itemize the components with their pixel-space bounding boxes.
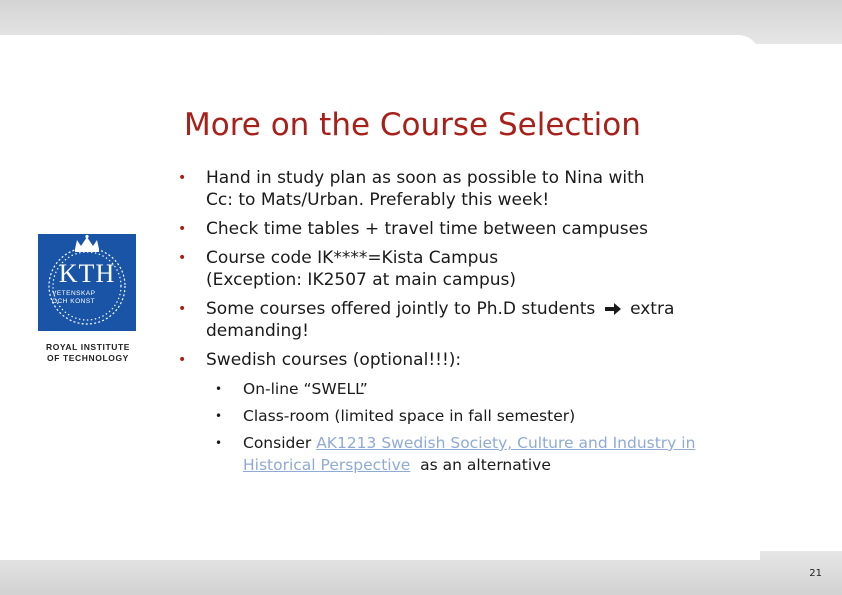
bullet-text-line (206, 298, 790, 320)
bullet-icon: • (215, 436, 223, 450)
bullet-text-line: Hand in study plan as soon as possible to Nina with (206, 168, 645, 188)
bullet-item (170, 167, 790, 211)
bullet-text-line: Swedish courses (optional!!!): (206, 350, 462, 370)
bullet-text-segment: extra (630, 299, 675, 319)
logo-subtext-line1: VETENSKAP (52, 290, 96, 297)
bullet-icon: • (178, 301, 187, 317)
page-number: 21 (809, 568, 822, 579)
logo-caption-line2: OF TECHNOLOGY (47, 353, 129, 363)
right-arrow-icon (603, 302, 623, 316)
logo-subtext-line2: OCH KONST (52, 298, 96, 305)
bullet-icon: • (178, 221, 187, 237)
bullet-text-segment: Some courses offered jointly to Ph.D students (206, 299, 596, 319)
sub-bullet-text (243, 432, 790, 454)
sub-bullet-item (206, 432, 790, 476)
sub-bullet-text-segment: as an alternative (410, 456, 551, 474)
course-link[interactable]: Historical Perspective (243, 456, 411, 474)
logo-caption-line1: ROYAL INSTITUTE (45, 342, 131, 352)
bullet-icon: • (178, 250, 187, 266)
logo-kth-text: KTH (58, 259, 116, 288)
bullet-text-line: Check time tables + travel time between campuses (206, 219, 648, 239)
sub-bullet-list (170, 378, 790, 476)
logo-caption (38, 342, 138, 364)
bullet-icon: • (215, 409, 223, 423)
bullet-item (170, 349, 790, 371)
bullet-item (170, 298, 790, 342)
course-link[interactable]: AK1213 Swedish Society, Culture and Industry in (316, 434, 696, 452)
kth-logo (38, 234, 136, 331)
logo-subtext (52, 290, 122, 306)
slide-title: More on the Course Selection (184, 107, 641, 143)
sub-bullet-text (243, 454, 790, 476)
sub-bullet-item (206, 405, 790, 427)
bullet-icon: • (178, 170, 187, 186)
bullet-item (170, 218, 790, 240)
bullet-text-line: (Exception: IK2507 at main campus) (206, 270, 517, 290)
sub-bullet-text-segment: Consider (243, 434, 317, 452)
bullet-text-line: Course code IK****=Kista Campus (206, 248, 499, 268)
sub-bullet-text: On-line “SWELL” (243, 380, 368, 398)
bullet-icon: • (178, 352, 187, 368)
bullet-text-line: demanding! (206, 321, 309, 341)
bullet-icon: • (215, 382, 223, 396)
bullet-text-line: Cc: to Mats/Urban. Preferably this week! (206, 190, 550, 210)
sub-bullet-text: Class-room (limited space in fall semester) (243, 407, 576, 425)
bullet-list (170, 167, 790, 481)
sub-bullet-item (206, 378, 790, 400)
bullet-item (170, 247, 790, 291)
